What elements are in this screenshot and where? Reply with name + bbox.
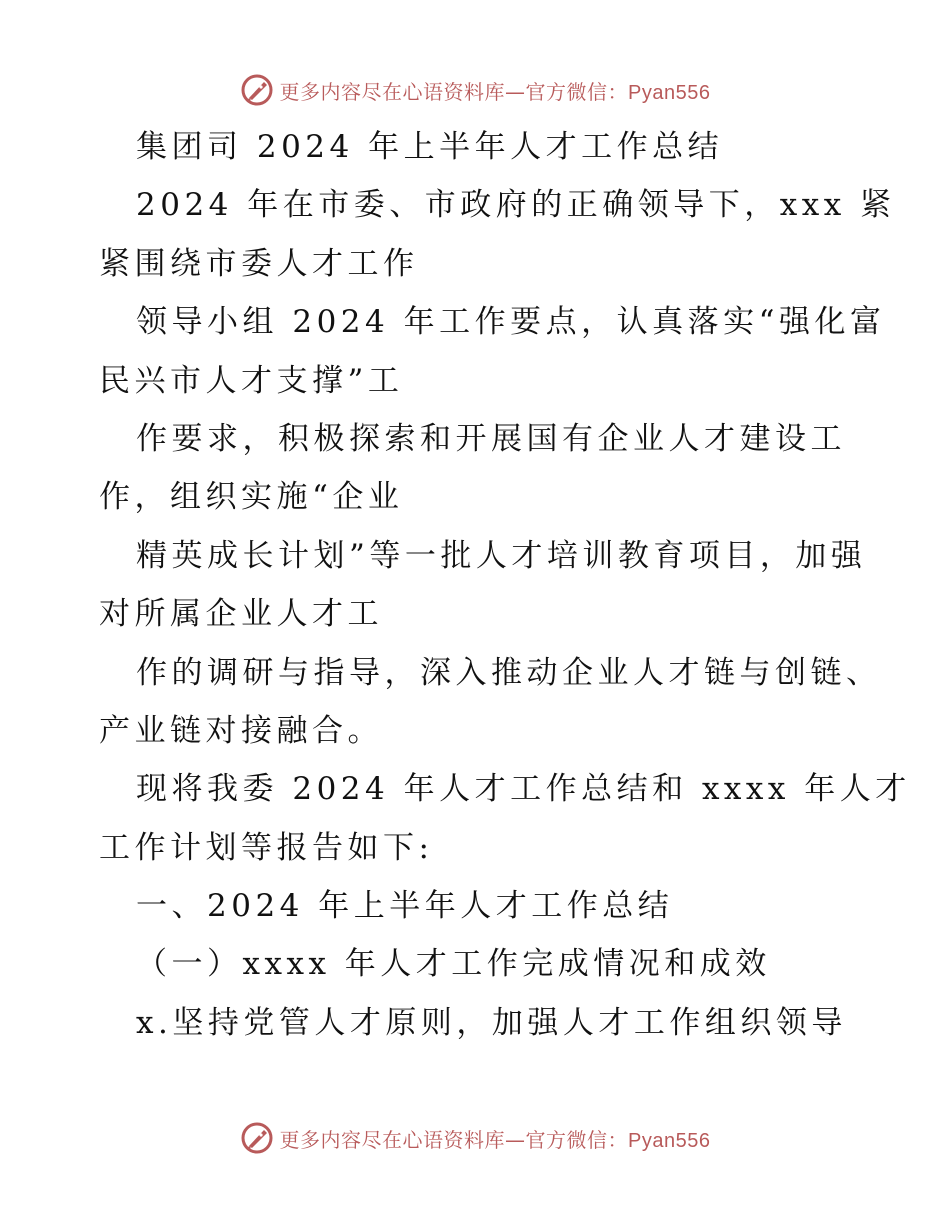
wechat-id: Pyan556 (628, 81, 711, 104)
text-line: 作要求，积极探索和开展国有企业人才建设工 (136, 420, 846, 457)
text-line: 作的调研与指导，深入推动企业人才链与创链、 (136, 654, 882, 691)
text-line: 2024 年在市委、市政府的正确领导下，xxx 紧 (136, 187, 896, 224)
watermark-banner-bottom (0, 1118, 950, 1158)
text-line: 对所属企业人才工 (99, 596, 383, 633)
text-line: 一、2024 年上半年人才工作总结 (136, 888, 674, 925)
text-line: 民兴市人才支撑”工 (99, 362, 404, 399)
text-line: 工作计划等报告如下: (99, 829, 434, 866)
text-line: 领导小组 2024 年工作要点，认真落实“强化富 (136, 304, 886, 341)
text-line: 现将我委 2024 年人才工作总结和 xxxx 年人才 (136, 771, 911, 808)
text-line: x.坚持党管人才原则，加强人才工作组织领导 (136, 1004, 847, 1041)
pen-nib-logo-icon (240, 1121, 274, 1155)
text-line: 产业链对接融合。 (99, 712, 383, 749)
text-line: 作，组织实施“企业 (99, 479, 404, 516)
document-body (99, 118, 911, 1052)
text-line: （一）xxxx 年人才工作完成情况和成效 (136, 946, 771, 983)
text-line: 紧围绕市委人才工作 (99, 245, 419, 282)
pen-nib-logo-icon (240, 73, 274, 107)
watermark-text: 更多内容尽在心语资料库—官方微信：Pyan556 (279, 79, 711, 104)
wechat-id: Pyan556 (628, 1129, 711, 1152)
watermark-banner-top (0, 70, 950, 110)
text-line: 集团司 2024 年上半年人才工作总结 (136, 129, 724, 165)
text-line: 精英成长计划”等一批人才培训教育项目，加强 (136, 537, 867, 574)
watermark-text: 更多内容尽在心语资料库—官方微信：Pyan556 (279, 1127, 711, 1152)
